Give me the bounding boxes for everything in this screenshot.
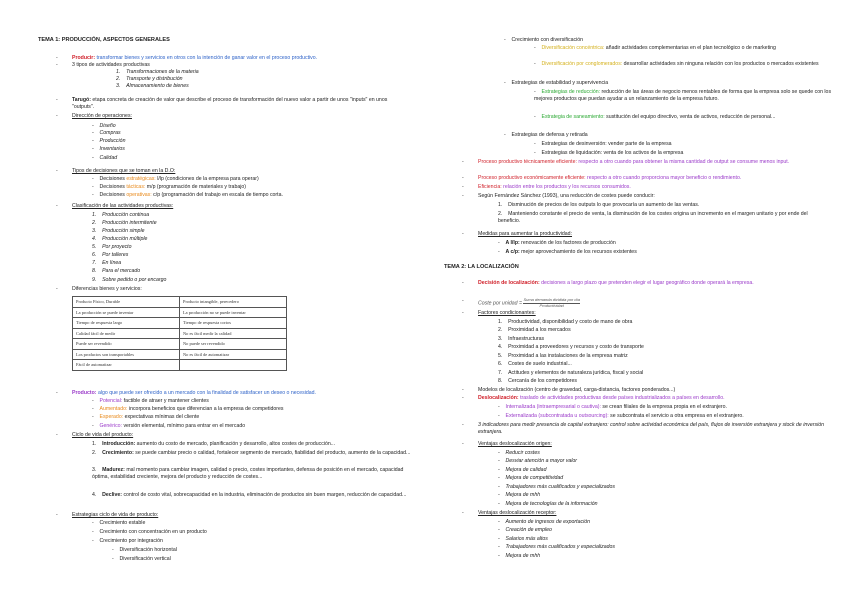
formula: Coste por unidad = Suma demanda dividida por día Productividad	[478, 297, 580, 308]
table-row: Producto Físico, Durable Producto intangible, perecedero	[73, 297, 287, 308]
bienes-servicios-table	[72, 296, 287, 371]
table-row: Calidad fácil de medir No es fácil medir la calidad	[73, 328, 287, 339]
table-row: La producción se puede inventar La producción no se puede inventar	[73, 307, 287, 318]
producir-line: Producir: transformar bienes y servicios en otros con la intención de ganar valor en el proceso productivo.	[72, 55, 318, 61]
producto-line: Producto: algo que puede ser ofrecido a un mercado con la finalidad de satisfacer un deseo o necesidad.	[72, 390, 316, 396]
table-row: Fácil de automatizar	[73, 360, 287, 371]
table-row: Puede ser revendido No puede ser revendido	[73, 339, 287, 350]
tema2-title: TEMA 2: LA LOCALIZACIÓN	[444, 264, 519, 270]
table-row: Tiempo de respuesta largo Tiempo de respuesta cortos	[73, 318, 287, 329]
tema1-title: TEMA 1: PRODUCCIÓN, ASPECTOS GENERALES	[38, 37, 170, 43]
tarugo-line: Tarugó: etapa concreta de creación de valor que describe el proceso de transformación del nuevo valor a partir de unos "inputs" en unos "outputs".	[72, 97, 388, 110]
table-row: Los productos son transportables No es fácil de automatizar	[73, 349, 287, 360]
